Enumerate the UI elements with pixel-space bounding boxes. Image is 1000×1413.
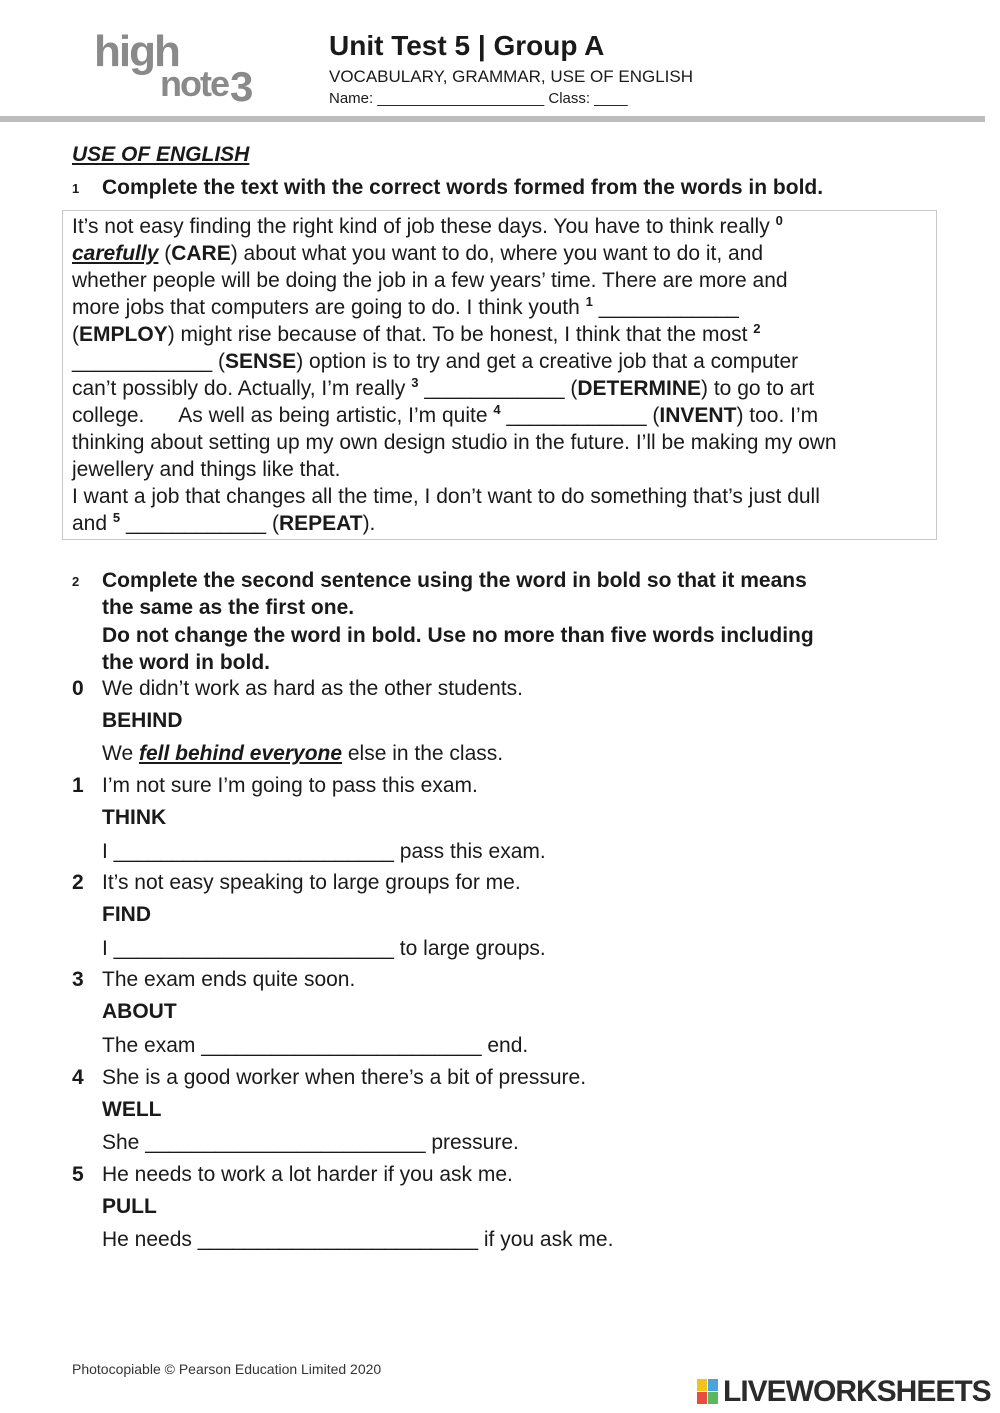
example-answer: carefully [72,242,159,265]
first-sentence: I’m not sure I’m going to pass this exam. [102,774,478,797]
key-word: ABOUT [102,1000,177,1023]
passage-line: and $^5$ ____________ (REPEAT). [72,510,376,535]
exercise-2-instruction: Do not change the word in bold. Use no more than five words including [102,624,814,647]
passage-line: (EMPLOY) might rise because of that. To be honest, I think that the most $^2$ [72,321,761,346]
copyright-footer: Photocopiable © Pearson Education Limited 2020 [72,1361,382,1377]
example-answer: fell behind everyone [138,742,343,765]
passage-line: It’s not easy finding the right kind of job these days. You have to think really $^0$ [72,213,783,238]
passage-line: thinking about setting up my own design studio in the future. I’ll be making my own [72,431,837,454]
passage-line: college. As well as being artistic, I’m quite $^4$ ____________ (INVENT) too. I’m [72,402,819,427]
item-number: 3 [72,968,84,991]
first-sentence: The exam ends quite soon. [102,968,356,991]
passage-line: more jobs that computers are going to do. I think youth $^1$ ____________ [72,294,739,319]
item-number: 4 [72,1066,84,1089]
first-sentence: We didn’t work as hard as the other students. [102,677,524,700]
gap-number: 4 [493,402,501,417]
name-class-field[interactable]: Name: ____________________ Class: ____ [329,90,628,107]
answer-line[interactable]: I ________________________ to large groups. [102,937,546,960]
exercise-2-number: 2 [72,574,80,589]
passage-line: jewellery and things like that. [72,458,341,481]
passage-line: carefully (CARE) about what you want to do, where you want to do it, and [72,242,764,265]
item-number: 2 [72,871,84,894]
answer-gap-1[interactable]: ____________ [598,296,739,319]
key-word: THINK [102,806,167,829]
high-note-logo [94,27,274,112]
gap-number: 2 [753,321,761,336]
answer-line[interactable]: I ________________________ pass this exam. [102,840,546,863]
logo-digit: 3 [230,63,254,110]
gap-number: 1 [585,294,593,309]
second-sentence: We fell behind everyone else in the class. [102,742,504,765]
passage-line: whether people will be doing the job in a few years’ time. There are more and [72,269,788,292]
answer-gap-5[interactable]: ____________ [125,512,267,535]
word-in-bold: CARE [171,242,231,265]
answer-line[interactable]: He needs ________________________ if you ask me. [102,1228,614,1251]
answer-line[interactable]: The exam ________________________ end. [102,1034,529,1057]
exercise-2-instruction: the same as the first one. [102,596,355,619]
answer-gap-2[interactable]: ____________ [72,350,213,373]
page-subtitle: VOCABULARY, GRAMMAR, USE OF ENGLISH [329,67,694,86]
gap-number: 0 [775,213,783,228]
item-number: 5 [72,1163,84,1186]
word-in-bold: SENSE [224,350,297,373]
word-in-bold: DETERMINE [577,377,702,400]
key-word: WELL [102,1098,162,1121]
item-number: 1 [72,774,84,797]
answer-gap-3[interactable]: ____________ [424,377,565,400]
exercise-2-instruction: Complete the second sentence using the word in bold so that it means [102,569,807,592]
key-word: FIND [102,903,151,926]
answer-line[interactable]: She ________________________ pressure. [102,1131,519,1154]
answer-gap-4[interactable]: ____________ [506,404,647,427]
section-title: USE OF ENGLISH [72,143,250,166]
logo-word-high: high [94,27,179,76]
exercise-1-number: 1 [72,181,80,196]
liveworksheets-icon [697,1379,719,1405]
header-divider [0,116,985,122]
passage-line: can’t possibly do. Actually, I’m really $^3$ ____________ (DETERMINE) to go to art [72,375,815,400]
word-in-bold: REPEAT [278,512,363,535]
key-word: BEHIND [102,709,183,732]
gap-number: 5 [112,510,121,525]
liveworksheets-text: LIVEWORKSHEETS [723,1375,991,1408]
exercise-2-instruction: the word in bold. [102,651,270,674]
page-title: Unit Test 5 | Group A [329,30,605,61]
item-number: 0 [72,677,84,700]
key-word: PULL [102,1195,157,1218]
logo-word-note: note [160,63,228,104]
word-in-bold: INVENT [659,404,737,427]
gap-number: 3 [411,375,419,390]
passage-line: I want a job that changes all the time, I don’t want to do something that’s just dull [72,485,820,508]
word-in-bold: EMPLOY [79,323,168,346]
first-sentence: He needs to work a lot harder if you ask me. [102,1163,513,1186]
first-sentence: She is a good worker when there’s a bit of pressure. [102,1066,587,1089]
first-sentence: It’s not easy speaking to large groups for me. [102,871,521,894]
passage-line: ____________ (SENSE) option is to try and get a creative job that a computer [72,350,799,373]
exercise-1-instruction: Complete the text with the correct words formed from the words in bold. [102,176,824,199]
